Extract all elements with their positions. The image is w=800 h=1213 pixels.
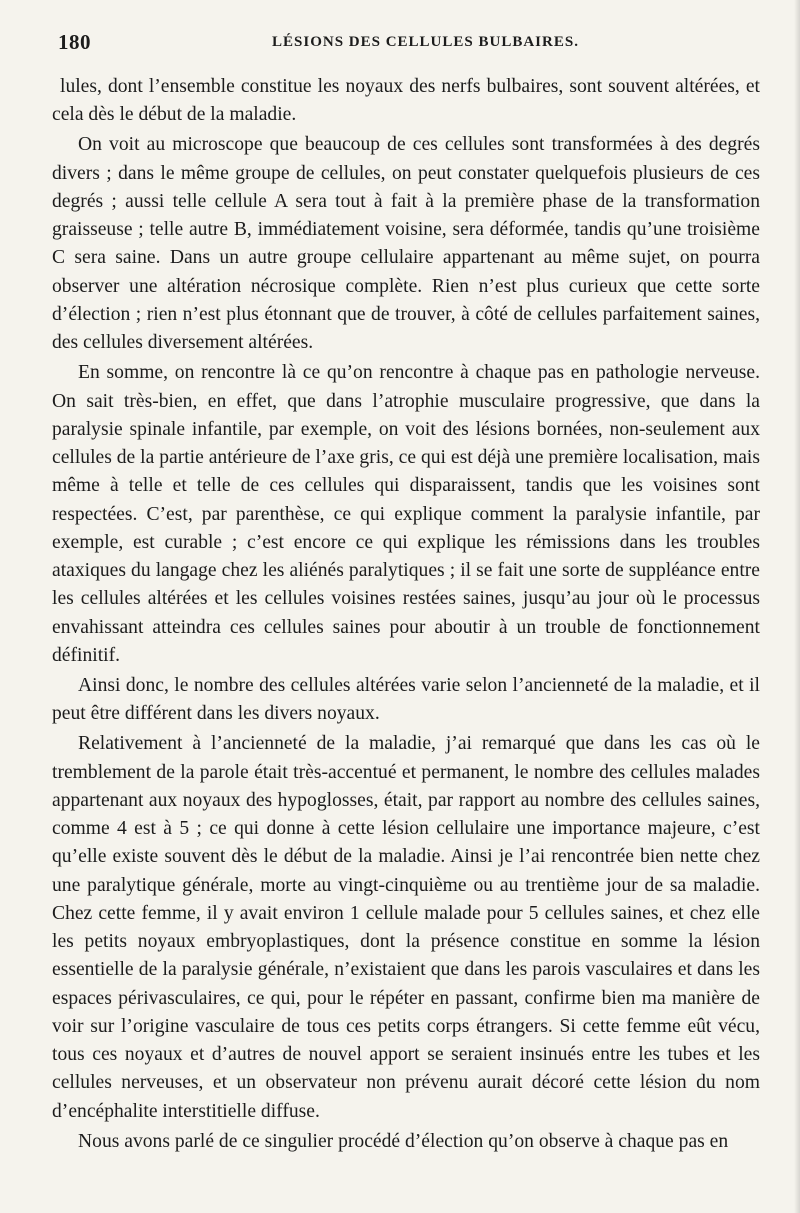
paragraph-nous-avons: Nous avons parlé de ce singulier procédé d’élection qu’on observe à chaque pas en	[78, 1130, 729, 1152]
paragraph-en-somme: En somme, on rencontre là ce qu’on rencontre à chaque pas en pathologie nerveuse. On sait très-bien, en effet, que dans l’atrophie musculaire progressive, que dans la paralysie spinale infantile, par exemple, on voit des lésions bornées, non-seulement aux cellules de la partie antérieure de l’axe gris, ce qui est déjà une première localisation, mais même à telle et telle de ces cellules qui disparaissent, tandis que les voisines sont respectées. C’est, par parenthèse, ce qui explique comment la paralysie infantile, par exemple, est curable ; c’est encore ce qui explique les rémissions dans les troubles ataxiques du langage chez les aliénés paralytiques ; il se fait une sorte de suppléance entre les cellules altérées et les cellules voisines restées saines, jusqu’au jour où le processus envahissant atteindra ces cellules saines pour aboutir à un trouble de fonctionnement définitif.	[52, 362, 760, 666]
page-header	[58, 30, 758, 58]
running-head: LÉSIONS DES CELLULES BULBAIRES.	[272, 34, 579, 50]
paragraph-microscope: On voit au microscope que beaucoup de ces cellules sont transformées à des degrés divers ; dans le même groupe de cellules, on peut constater quelquefois plusieurs de ces degrés ; aussi telle cellule A sera tout à fait à la première phase de la transformation graisseuse ; telle autre B, immédiatement voisine, sera déformée, tandis qu’une troisième C sera saine. Dans un autre groupe cellulaire appartenant au même sujet, on pourra observer une altération nécrosique complète. Rien n’est plus curieux que cette sorte d’élection ; rien n’est plus étonnant que de trouver, à côté de cellules parfaitement saines, des cellules diversement altérées.	[52, 134, 760, 354]
paragraph-continuation: lules, dont l’ensemble constitue les noyaux des nerfs bulbaires, sont souvent altérées, et cela dès le début de la maladie.	[52, 76, 760, 126]
page-number: 180	[58, 30, 91, 54]
paragraph-relativement: Relativement à l’ancienneté de la maladie, j’ai remarqué que dans les cas où le tremblement de la parole était très-accentué et permanent, le nombre des cellules malades appartenant aux noyaux des hypoglosses, était, par rapport au nombre des cellules saines, comme 4 est à 5 ; ce qui donne à cette lésion cellulaire une importance majeure, c’est qu’elle existe souvent dès le début de la maladie. Ainsi je l’ai rencontrée bien nette chez une paralytique générale, morte au vingt-cinquième ou au trentième jour de sa maladie. Chez cette femme, il y avait environ 1 cellule malade pour 5 cellules saines, et chez elle les petits noyaux embryoplastiques, dont la présence constitue en somme la lésion essentielle de la paralysie générale, n’existaient que dans les parois vasculaires et dans les espaces périvasculaires, ce qui, pour le répéter en passant, confirme bien ma manière de voir sur l’origine vasculaire de tous ces petits corps étrangers. Si cette femme eût vécu, tous ces noyaux et d’autres de nouvel apport se seraient insinués entre les tubes et les cellules nerveuses, et un observateur non prévenu aurait décoré cette lésion du nom d’encéphalite interstitielle diffuse.	[52, 733, 760, 1122]
body-text	[52, 73, 760, 1158]
page-edge-shadow	[794, 0, 800, 1213]
paragraph-ainsi-donc: Ainsi donc, le nombre des cellules altérées varie selon l’ancienneté de la maladie, et il peut être différent dans les divers noyaux.	[52, 674, 760, 725]
